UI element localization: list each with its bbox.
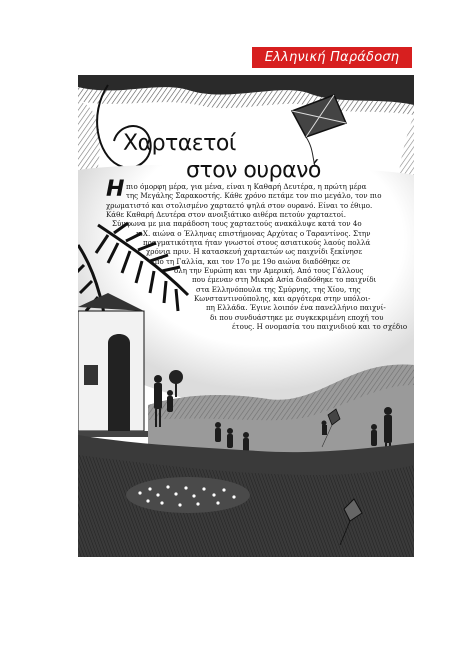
body-line: στα Ελληνόπουλα της Σμύρνης, της Χίου, της [196, 285, 361, 294]
body-line: που έμεναν στη Μικρά Ασία διαδόθηκε το παιχνίδι [192, 275, 377, 284]
article-illustration [78, 75, 414, 557]
body-line: χρόνια πριν. Η κατασκευή χαρταετών ως παιχνίδι ξεκίνησε [146, 247, 363, 256]
body-line: Κάθε Καθαρή Δευτέρα στον ανοιξιάτικο αιθέρα πετούν χαρταετοί. [106, 210, 346, 219]
body-line: όλη την Ευρώπη και την Αμερική. Από τους Γάλλους [174, 266, 364, 275]
body-line: της Μεγάλης Σαρακοστής. Κάθε χρόνο πετάμε τον πιο μεγάλο, τον πιο [126, 191, 382, 200]
body-line: έτους. Η ονομασία του παιχνιδιού και το σχέδιο [232, 322, 408, 331]
body-line: Κωνσταντινούπολης, και αργότερα στην υπόλοι- [194, 294, 371, 303]
body-line: Σύμφωνα με μια παράδοση τους χαρταετούς ανακάλυψε κατά τον 4ο [112, 219, 362, 228]
body-line: δι που συνδυάστηκε με συγκεκριμένη εποχή του [210, 313, 384, 322]
body-line: πιο όμορφη μέρα, για μένα, είναι η Καθαρή Δευτέρα, η πρώτη μέρα [126, 182, 367, 191]
article-title-line2: στον ουρανό [186, 158, 321, 183]
body-line: από τη Γαλλία, και τον 17ο με 19ο αιώνα διαδόθηκε σε [150, 257, 351, 266]
body-line: χρωματιστό και στολισμένο χαρταετό ψηλά στον ουρανό. Είναι το έθιμο. [106, 201, 373, 210]
body-line: πη Ελλάδα. Έγινε λοιπόν ένα πανελλήνιο παιχνί- [206, 303, 386, 312]
body-line: π.Χ. αιώνα ο Έλληνας επιστήμονας Αρχύτας ο Ταραντίνος. Στην [136, 229, 371, 238]
section-banner: Ελληνική Παράδοση [252, 47, 412, 68]
article-title-line1: Χαρταετοί [123, 131, 236, 156]
body-line: πραγματικότητα ήταν γνωστοί στους ασιατικούς λαούς πολλά [143, 238, 371, 247]
drop-cap: Η [106, 177, 125, 202]
